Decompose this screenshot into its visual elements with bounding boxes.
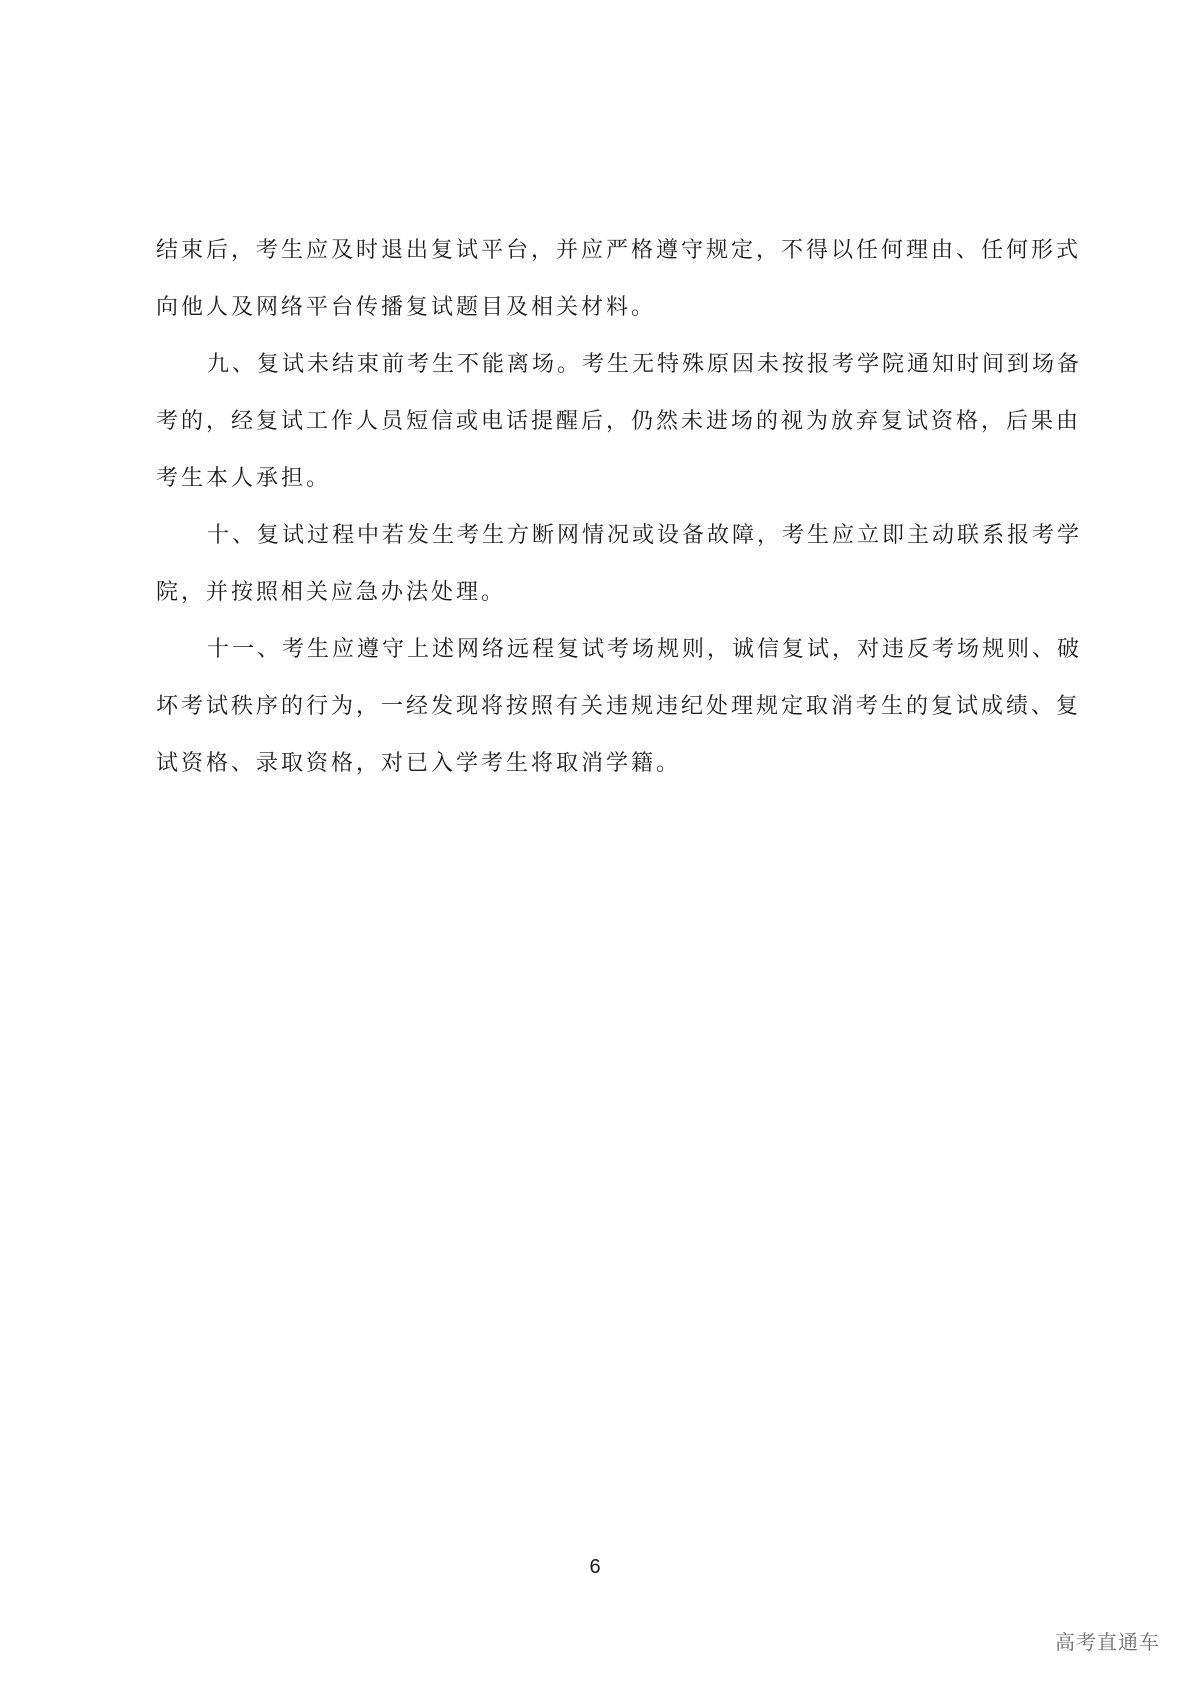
page-number: 6 — [589, 1556, 601, 1578]
watermark-text: 高考直通车 — [1055, 1630, 1160, 1654]
paragraph-line: 十、复试过程中若发生考生方断网情况或设备故障，考生应立即主动联系报考学 — [207, 523, 1083, 548]
paragraph-line: 向他人及网络平台传播复试题目及相关材料。 — [156, 295, 657, 320]
paragraph-line: 十一、考生应遵守上述网络远程复试考场规则，诚信复试，对违反考场规则、破 — [207, 637, 1083, 662]
paragraph-line: 院，并按照相关应急办法处理。 — [156, 580, 507, 605]
paragraph-line: 试资格、录取资格，对已入学考生将取消学籍。 — [156, 751, 682, 776]
paragraph-line: 结束后，考生应及时退出复试平台，并应严格遵守规定，不得以任何理由、任何形式 — [156, 238, 1082, 263]
paragraph-line: 九、复试未结束前考生不能离场。考生无特殊原因未按报考学院通知时间到场备 — [207, 352, 1083, 377]
paragraph-line: 坏考试秩序的行为，一经发现将按照有关违规违纪处理规定取消考生的复试成绩、复 — [156, 694, 1082, 719]
document-body — [156, 222, 1083, 792]
paragraph-line: 考的，经复试工作人员短信或电话提醒后，仍然未进场的视为放弃复试资格，后果由 — [156, 409, 1082, 434]
paragraph-line: 考生本人承担。 — [156, 466, 332, 491]
